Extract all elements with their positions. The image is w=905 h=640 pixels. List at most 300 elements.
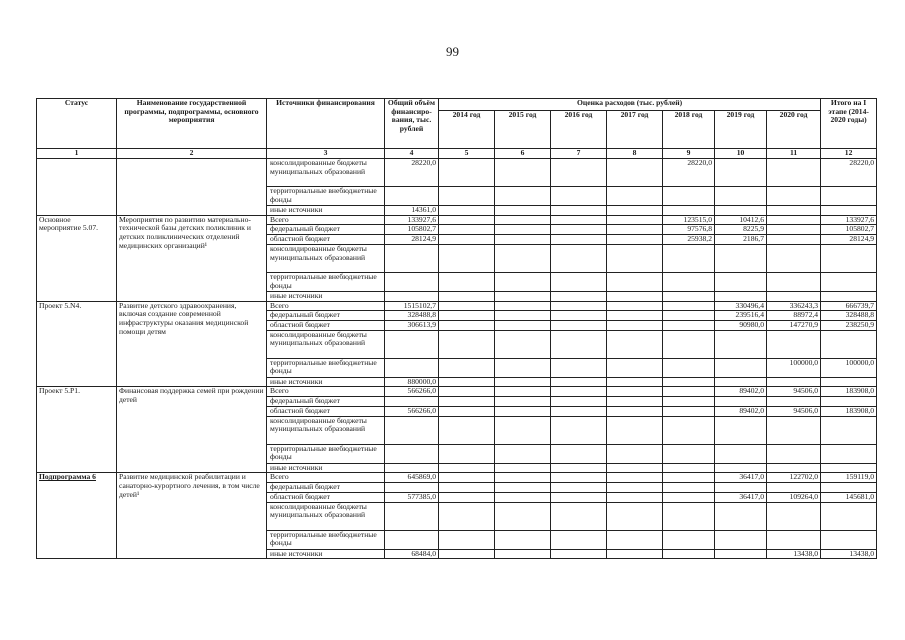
year-2018-value <box>663 463 715 473</box>
stage-total-value <box>821 330 877 358</box>
year-2020-value <box>767 463 821 473</box>
year-2018-value <box>663 311 715 321</box>
funding-source: консолидированные бюджеты муниципальных образований <box>267 159 385 187</box>
total-volume <box>385 530 439 549</box>
year-value <box>551 206 607 216</box>
year-2019-value: 89402,0 <box>715 406 767 416</box>
total-volume: 133927,6 <box>385 215 439 225</box>
year-2018-value <box>663 502 715 530</box>
funding-source: консолидированные бюджеты муниципальных образований <box>267 244 385 272</box>
year-value <box>607 473 663 483</box>
year-2020-value: 94506,0 <box>767 406 821 416</box>
year-value <box>551 291 607 301</box>
funding-source: территориальные внебюджетные фонды <box>267 444 385 463</box>
col-number: 10 <box>715 149 767 159</box>
year-2018-value <box>663 291 715 301</box>
year-value <box>607 301 663 311</box>
year-2020-value <box>767 225 821 235</box>
funding-source: территориальные внебюджетные фонды <box>267 272 385 291</box>
year-2018-value: 123515,0 <box>663 215 715 225</box>
col-number: 9 <box>663 149 715 159</box>
year-value <box>439 549 495 559</box>
year-value <box>495 397 551 407</box>
year-value <box>495 358 551 377</box>
funding-source: областной бюджет <box>267 235 385 245</box>
year-value <box>439 444 495 463</box>
year-value <box>551 321 607 331</box>
stage-total-value <box>821 187 877 206</box>
funding-source: областной бюджет <box>267 321 385 331</box>
year-2018-value <box>663 483 715 493</box>
year-value <box>607 549 663 559</box>
year-value <box>495 225 551 235</box>
funding-source: Всего <box>267 387 385 397</box>
header-stage-total: Итого на I этапе (2014-2020 годы) <box>821 99 877 149</box>
total-volume <box>385 444 439 463</box>
year-value <box>551 530 607 549</box>
header-year: 2017 год <box>607 111 663 149</box>
year-value <box>495 492 551 502</box>
year-2020-value <box>767 159 821 187</box>
year-2018-value <box>663 206 715 216</box>
year-value <box>607 463 663 473</box>
total-volume <box>385 358 439 377</box>
year-value <box>551 272 607 291</box>
year-2020-value <box>767 444 821 463</box>
year-2020-value <box>767 483 821 493</box>
year-2020-value: 13438,0 <box>767 549 821 559</box>
year-value <box>439 301 495 311</box>
stage-total-value <box>821 206 877 216</box>
year-2019-value: 2186,7 <box>715 235 767 245</box>
funding-source: федеральный бюджет <box>267 225 385 235</box>
year-value <box>495 159 551 187</box>
year-value <box>551 416 607 444</box>
row-status <box>37 159 117 216</box>
year-2019-value: 36417,0 <box>715 473 767 483</box>
header-year: 2018 год <box>663 111 715 149</box>
year-2018-value <box>663 549 715 559</box>
year-2018-value <box>663 492 715 502</box>
total-volume: 577385,0 <box>385 492 439 502</box>
funding-source: областной бюджет <box>267 492 385 502</box>
stage-total-value: 13438,0 <box>821 549 877 559</box>
year-value <box>495 330 551 358</box>
year-2020-value: 94506,0 <box>767 387 821 397</box>
stage-total-value: 183908,0 <box>821 387 877 397</box>
year-2018-value <box>663 244 715 272</box>
total-volume: 28220,0 <box>385 159 439 187</box>
table-row <box>37 159 877 187</box>
year-value <box>439 530 495 549</box>
year-value <box>439 406 495 416</box>
funding-source: иные источники <box>267 463 385 473</box>
total-volume <box>385 330 439 358</box>
stage-total-value <box>821 416 877 444</box>
year-value <box>607 244 663 272</box>
table-row <box>37 473 877 483</box>
stage-total-value <box>821 502 877 530</box>
year-2019-value: 239516,4 <box>715 311 767 321</box>
year-value <box>551 549 607 559</box>
year-value <box>439 311 495 321</box>
year-value <box>439 187 495 206</box>
year-value <box>495 473 551 483</box>
year-2019-value <box>715 187 767 206</box>
year-2018-value: 97576,8 <box>663 225 715 235</box>
year-2020-value: 122702,0 <box>767 473 821 483</box>
year-value <box>551 311 607 321</box>
year-value <box>551 159 607 187</box>
total-volume: 68484,0 <box>385 549 439 559</box>
total-volume: 105802,7 <box>385 225 439 235</box>
total-volume <box>385 483 439 493</box>
total-volume <box>385 187 439 206</box>
year-value <box>607 291 663 301</box>
year-value <box>439 463 495 473</box>
year-2018-value <box>663 406 715 416</box>
total-volume <box>385 463 439 473</box>
year-value <box>607 492 663 502</box>
year-value <box>439 291 495 301</box>
year-value <box>439 387 495 397</box>
year-value <box>607 225 663 235</box>
row-status: Подпрограмма 6 <box>37 473 117 559</box>
total-volume <box>385 397 439 407</box>
total-volume <box>385 244 439 272</box>
year-2019-value <box>715 549 767 559</box>
year-value <box>551 244 607 272</box>
row-name: Развитие детского здравоохранения, включая создание современной инфраструктуры оказания медицинской помощи детям <box>117 301 267 387</box>
col-number: 6 <box>495 149 551 159</box>
year-2020-value <box>767 187 821 206</box>
table-row <box>37 387 877 397</box>
year-value <box>607 330 663 358</box>
year-value <box>439 473 495 483</box>
stage-total-value <box>821 444 877 463</box>
year-value <box>607 397 663 407</box>
year-value <box>551 358 607 377</box>
year-2020-value <box>767 272 821 291</box>
year-value <box>495 387 551 397</box>
page-number: 99 <box>446 44 459 59</box>
funding-source: консолидированные бюджеты муниципальных образований <box>267 416 385 444</box>
year-value <box>607 416 663 444</box>
year-value <box>495 416 551 444</box>
year-value <box>607 272 663 291</box>
year-value <box>551 301 607 311</box>
year-2018-value <box>663 416 715 444</box>
year-value <box>495 235 551 245</box>
year-value <box>495 311 551 321</box>
year-2019-value <box>715 159 767 187</box>
year-2020-value <box>767 416 821 444</box>
year-value <box>551 387 607 397</box>
stage-total-value: 145681,0 <box>821 492 877 502</box>
funding-source: территориальные внебюджетные фонды <box>267 358 385 377</box>
funding-source: иные источники <box>267 291 385 301</box>
year-value <box>551 406 607 416</box>
year-value <box>551 330 607 358</box>
col-number: 7 <box>551 149 607 159</box>
year-value <box>551 502 607 530</box>
stage-total-value: 666739,7 <box>821 301 877 311</box>
year-value <box>495 377 551 387</box>
year-value <box>439 358 495 377</box>
year-2018-value <box>663 272 715 291</box>
year-2020-value <box>767 397 821 407</box>
year-value <box>607 235 663 245</box>
stage-total-value: 105802,7 <box>821 225 877 235</box>
header-year: 2014 год <box>439 111 495 149</box>
stage-total-value: 238250,9 <box>821 321 877 331</box>
row-name <box>117 159 267 216</box>
year-value <box>495 215 551 225</box>
year-value <box>607 530 663 549</box>
year-value <box>607 206 663 216</box>
row-name: Мероприятия по развитию материально-технической базы детских поликлиник и детских поликлинических отделений медицинских организаций¹ <box>117 215 267 301</box>
year-value <box>439 321 495 331</box>
year-value <box>495 406 551 416</box>
year-value <box>495 301 551 311</box>
year-2020-value <box>767 502 821 530</box>
year-2020-value: 109264,0 <box>767 492 821 502</box>
stage-total-value <box>821 244 877 272</box>
year-value <box>607 406 663 416</box>
header-expense-estimate: Оценка расходов (тыс. рублей) <box>439 99 821 111</box>
year-value <box>607 358 663 377</box>
header-status: Статус <box>37 99 117 149</box>
year-value <box>495 272 551 291</box>
year-2018-value <box>663 397 715 407</box>
col-number: 2 <box>117 149 267 159</box>
year-value <box>439 225 495 235</box>
funding-source: Всего <box>267 215 385 225</box>
year-2019-value: 89402,0 <box>715 387 767 397</box>
total-volume: 14361,0 <box>385 206 439 216</box>
funding-source: территориальные внебюджетные фонды <box>267 530 385 549</box>
year-value <box>607 311 663 321</box>
year-value <box>439 215 495 225</box>
total-volume: 566266,0 <box>385 387 439 397</box>
year-value <box>439 492 495 502</box>
header-year: 2015 год <box>495 111 551 149</box>
year-2018-value <box>663 444 715 463</box>
year-2019-value <box>715 444 767 463</box>
year-2020-value: 100000,0 <box>767 358 821 377</box>
header-year: 2020 год <box>767 111 821 149</box>
year-value <box>551 473 607 483</box>
total-volume: 1515102,7 <box>385 301 439 311</box>
year-value <box>495 530 551 549</box>
year-value <box>551 463 607 473</box>
row-status: Основное мероприятие 5.07. <box>37 215 117 301</box>
year-value <box>495 291 551 301</box>
year-value <box>439 502 495 530</box>
total-volume: 306613,9 <box>385 321 439 331</box>
year-value <box>439 330 495 358</box>
row-status: Проект 5.N4. <box>37 301 117 387</box>
year-value <box>607 483 663 493</box>
year-value <box>607 377 663 387</box>
col-number: 11 <box>767 149 821 159</box>
funding-source: консолидированные бюджеты муниципальных образований <box>267 502 385 530</box>
year-value <box>551 187 607 206</box>
year-value <box>439 483 495 493</box>
year-2018-value <box>663 187 715 206</box>
table-row <box>37 301 877 311</box>
year-value <box>607 215 663 225</box>
year-value <box>551 377 607 387</box>
year-2019-value: 330496,4 <box>715 301 767 311</box>
year-2019-value <box>715 397 767 407</box>
total-volume <box>385 416 439 444</box>
year-2020-value <box>767 530 821 549</box>
year-2018-value <box>663 330 715 358</box>
year-2020-value <box>767 291 821 301</box>
year-2018-value <box>663 530 715 549</box>
row-name: Развитие медицинской реабилитации и санаторно-курортного лечения, в том числе детей¹ <box>117 473 267 559</box>
year-value <box>439 272 495 291</box>
year-2020-value: 147270,9 <box>767 321 821 331</box>
funding-source: федеральный бюджет <box>267 397 385 407</box>
year-2019-value <box>715 244 767 272</box>
year-2019-value <box>715 272 767 291</box>
year-value <box>495 206 551 216</box>
stage-total-value <box>821 463 877 473</box>
header-year: 2016 год <box>551 111 607 149</box>
year-value <box>551 444 607 463</box>
year-value <box>495 502 551 530</box>
year-2019-value: 10412,6 <box>715 215 767 225</box>
total-volume: 566266,0 <box>385 406 439 416</box>
row-status: Проект 5.P1. <box>37 387 117 473</box>
year-2019-value <box>715 416 767 444</box>
header-sources: Источники финансирования <box>267 99 385 149</box>
year-value <box>551 483 607 493</box>
total-volume <box>385 502 439 530</box>
year-value <box>495 463 551 473</box>
year-value <box>495 321 551 331</box>
year-value <box>607 159 663 187</box>
col-number: 1 <box>37 149 117 159</box>
year-value <box>551 225 607 235</box>
year-value <box>495 444 551 463</box>
year-2019-value: 36417,0 <box>715 492 767 502</box>
stage-total-value <box>821 530 877 549</box>
total-volume: 645869,0 <box>385 473 439 483</box>
col-number: 5 <box>439 149 495 159</box>
year-2020-value <box>767 206 821 216</box>
funding-source: Всего <box>267 301 385 311</box>
year-value <box>439 244 495 272</box>
funding-source: консолидированные бюджеты муниципальных образований <box>267 330 385 358</box>
year-value <box>495 244 551 272</box>
year-2020-value <box>767 330 821 358</box>
stage-total-value <box>821 397 877 407</box>
year-value <box>607 321 663 331</box>
stage-total-value: 28220,0 <box>821 159 877 187</box>
stage-total-value: 28124,9 <box>821 235 877 245</box>
funding-source: иные источники <box>267 206 385 216</box>
year-2018-value: 25938,2 <box>663 235 715 245</box>
year-2020-value <box>767 215 821 225</box>
header-year: 2019 год <box>715 111 767 149</box>
year-2019-value <box>715 206 767 216</box>
year-value <box>607 444 663 463</box>
header-name: Наименование государственной программы, подпрограммы, основного мероприятия <box>117 99 267 149</box>
year-value <box>439 159 495 187</box>
total-volume: 328488,8 <box>385 311 439 321</box>
stage-total-value <box>821 377 877 387</box>
funding-source: Всего <box>267 473 385 483</box>
year-value <box>551 492 607 502</box>
budget-table <box>36 98 877 559</box>
col-number: 8 <box>607 149 663 159</box>
stage-total-value: 159119,0 <box>821 473 877 483</box>
year-2019-value: 8225,9 <box>715 225 767 235</box>
year-value <box>551 215 607 225</box>
year-2018-value <box>663 377 715 387</box>
stage-total-value: 100000,0 <box>821 358 877 377</box>
year-value <box>551 235 607 245</box>
year-2018-value: 28220,0 <box>663 159 715 187</box>
year-2018-value <box>663 301 715 311</box>
year-value <box>439 206 495 216</box>
funding-source: иные источники <box>267 377 385 387</box>
total-volume: 28124,9 <box>385 235 439 245</box>
year-2019-value <box>715 483 767 493</box>
year-2018-value <box>663 387 715 397</box>
year-2019-value <box>715 377 767 387</box>
year-2020-value <box>767 377 821 387</box>
row-name: Финансовая поддержка семей при рождении детей <box>117 387 267 473</box>
year-value <box>495 483 551 493</box>
year-value <box>439 235 495 245</box>
stage-total-value <box>821 291 877 301</box>
col-number: 12 <box>821 149 877 159</box>
year-value <box>607 387 663 397</box>
year-value <box>439 397 495 407</box>
year-2018-value <box>663 358 715 377</box>
year-value <box>551 397 607 407</box>
year-2019-value <box>715 463 767 473</box>
stage-total-value: 328488,8 <box>821 311 877 321</box>
year-value <box>607 502 663 530</box>
year-2020-value <box>767 235 821 245</box>
total-volume: 880000,0 <box>385 377 439 387</box>
year-2019-value <box>715 502 767 530</box>
year-value <box>607 187 663 206</box>
year-2018-value <box>663 321 715 331</box>
year-value <box>439 416 495 444</box>
year-value <box>439 377 495 387</box>
year-2019-value: 90980,0 <box>715 321 767 331</box>
year-2019-value <box>715 330 767 358</box>
year-2020-value <box>767 244 821 272</box>
year-value <box>495 549 551 559</box>
stage-total-value <box>821 272 877 291</box>
total-volume <box>385 272 439 291</box>
year-value <box>495 187 551 206</box>
funding-source: федеральный бюджет <box>267 311 385 321</box>
total-volume <box>385 291 439 301</box>
stage-total-value <box>821 483 877 493</box>
stage-total-value: 133927,6 <box>821 215 877 225</box>
funding-source: федеральный бюджет <box>267 483 385 493</box>
col-number: 3 <box>267 149 385 159</box>
year-2018-value <box>663 473 715 483</box>
